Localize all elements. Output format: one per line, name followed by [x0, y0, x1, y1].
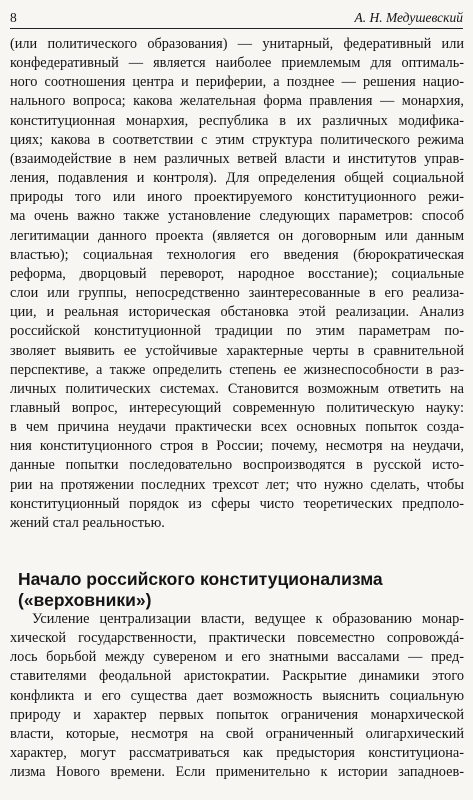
text-line: (взаимодействие в нем различных ветвей власти и институтов управ- [10, 150, 464, 167]
text-line: природу и характер первых попыток ограничения монархической [10, 706, 464, 723]
text-line: конфликта и его существа дает возможность выяснить социальную [10, 687, 464, 704]
text-line: ления, подавления и контроля). Для определения общей социальной [10, 170, 464, 187]
paragraph-2 [10, 610, 464, 782]
text-line: властью); социальная технология его введения (бюрократическая [10, 246, 464, 263]
text-line: ции, и реальная историческая обстановка этой реализации. Анализ [10, 304, 464, 321]
text-line: лизма Нового времени. Если применительно к истории западноев- [10, 764, 464, 781]
text-line: перспективе, а также определить степень ее жизнеспособности в раз- [10, 361, 464, 378]
running-head-author: А. Н. Медушевский [354, 10, 463, 25]
text-line: нального вопроса; какова желательная форма правления — монархия, [10, 93, 464, 110]
text-line: конституционная монархия, республика в их различных модифика- [10, 112, 464, 129]
text-line: рии на протяжении последних трехсот лет; что нужно сделать, чтобы [10, 476, 464, 493]
text-line: в чем причина неудачи практически всех основных попыток созда- [10, 419, 464, 436]
text-line: жений стал реальностью. [10, 514, 165, 531]
text-line: данные попытки последовательно воспроизводятся в русской исто- [10, 457, 464, 474]
text-line: конституционный порядок из сферы чисто теоретических предполо- [10, 495, 464, 512]
text-line: природы того или иного проектируемого конституционного режи- [10, 189, 464, 206]
text-line: власти, которые, несмотря на свой ограниченный олигархический [10, 725, 464, 742]
text-line: зволяет выявить ее устойчивые характерные черты в сравнительной [10, 342, 464, 359]
text-line: слои или группы, непосредственно заинтересованные в его реализа- [10, 285, 464, 302]
section-heading [18, 569, 464, 611]
text-line: конфедеративный — является наиболее приемлемым для оптималь- [10, 55, 464, 72]
text-line: лось борьбой между сувереном и его знатными вассалами — пред- [10, 649, 464, 666]
page-number: 8 [10, 10, 17, 25]
section-heading-line: («верховники») [18, 590, 152, 610]
text-line: ного соотношения центра и периферии, а позднее — решения нацио- [10, 74, 464, 91]
paragraph-1 [10, 35, 464, 533]
text-line: (или политического образования) — унитарный, федеративный или [10, 36, 464, 52]
text-line: циях; какова в соответствии с этим структура политического режима [10, 131, 464, 148]
text-line: ния конституционного строя в России; почему, несмотря на неудачи, [10, 438, 464, 455]
text-line: Усиление централизации власти, ведущее к образованию монар- [32, 611, 464, 627]
running-head [10, 4, 463, 29]
text-line: характер, могут рассматриваться как предыстория конституциона- [10, 745, 464, 762]
text-line: личных политических системах. Становится возможным ответить на [10, 380, 464, 397]
text-line: ма очень важно также установление следующих параметров: способ [10, 208, 464, 225]
text-line: ставителями феодальной аристократии. Раскрытие динамики этого [10, 668, 464, 685]
text-line: легитимации данного проекта (является он договорным или данным [10, 227, 464, 244]
text-line: главный вопрос, интересующий современную политическую науку: [10, 399, 464, 416]
text-line: российской конституционной традиции по этим параметрам по- [10, 323, 464, 340]
text-line: хической государственности, практически повсеместно сопровождá- [10, 630, 464, 647]
section-heading-line: Начало российского конституционализма [18, 569, 383, 589]
text-line: реформа, дворцовый переворот, народное восстание); социальные [10, 265, 464, 282]
